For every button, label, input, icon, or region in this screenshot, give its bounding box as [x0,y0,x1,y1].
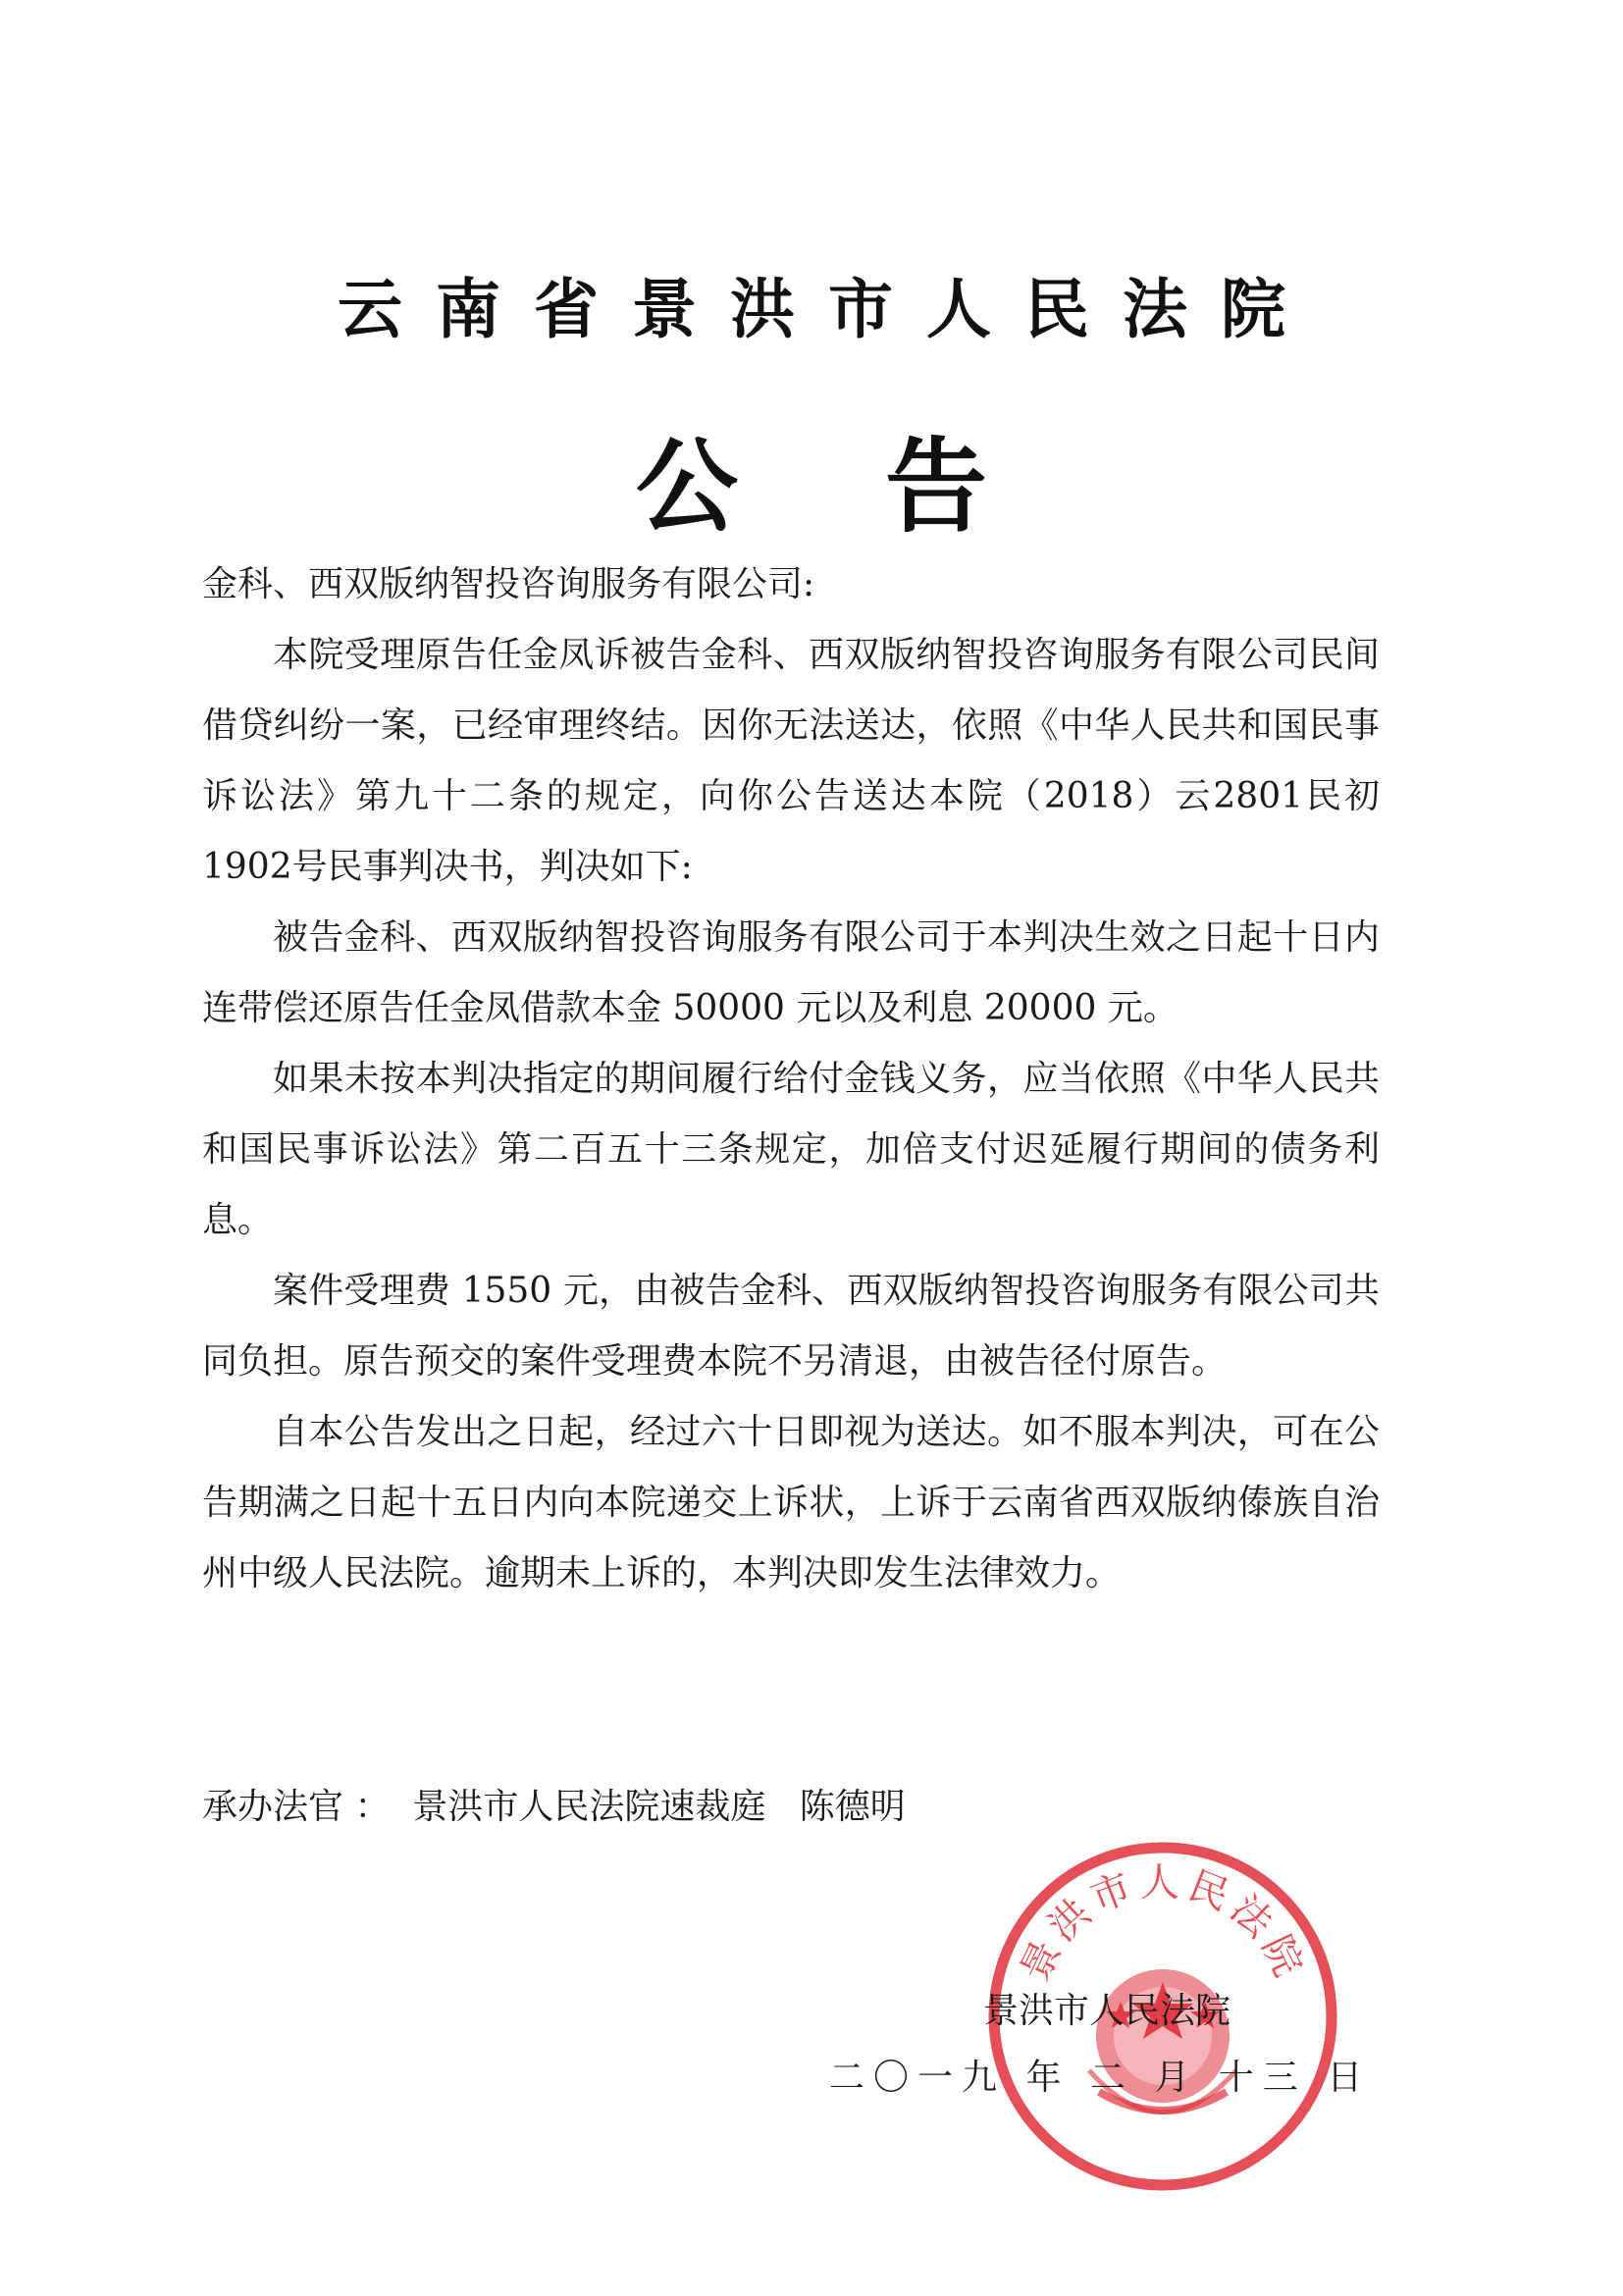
presiding-judge-line [202,1772,906,1843]
judge-label: 承办法官 ： [202,1787,391,1827]
document-title: 公告 [635,427,1134,547]
paragraph-judgment: 被告金科、西双版纳智投咨询服务有限公司于本判决生效之日起十日内连带偿还原告任金凤借款本金 50000 元以及利息 20000 元。 [202,917,1380,1028]
signature-court: 景洪市人民法院 [983,1991,1231,2031]
court-name: 云南省景洪市人民法院 [338,272,1319,347]
addressee: 金科、西双版纳智投咨询服务有限公司: [202,564,815,604]
paragraph-court-fee: 案件受理费 1550 元，由被告金科、西双版纳智投咨询服务有限公司共同负担。原告预交的案件受理费本院不另清退，由被告径付原告。 [202,1271,1380,1382]
judge-department: 景洪市人民法院速裁庭 [412,1787,766,1827]
judge-name: 陈德明 [799,1787,906,1827]
signature-date: 二〇一九 年 二 月 十三 日 [829,2058,1372,2098]
document-body [202,549,1380,1609]
seal-text: 景洪市人民法院 [1012,1860,1314,1989]
paragraph-notice: 本院受理原告任金凤诉被告金科、西双版纳智投咨询服务有限公司民间借贷纠纷一案，已经审理终结。因你无法送达，依照《中华人民共和国民事诉讼法》第九十二条的规定，向你公告送达本院（2018）云2801民初1902号民事判决书，判决如下: [202,635,1380,887]
paragraph-appeal: 自本公告发出之日起，经过六十日即视为送达。如不服本判决，可在公告期满之日起十五日内向本院递交上诉状，上诉于云南省西双版纳傣族自治州中级人民法院。逾期未上诉的，本判决即发生法律效力。 [202,1412,1380,1593]
paragraph-late-payment: 如果未按本判决指定的期间履行给付金钱义务，应当依照《中华人民共和国民事诉讼法》第二百五十三条规定，加倍支付迟延履行期间的债务利息。 [202,1059,1380,1240]
